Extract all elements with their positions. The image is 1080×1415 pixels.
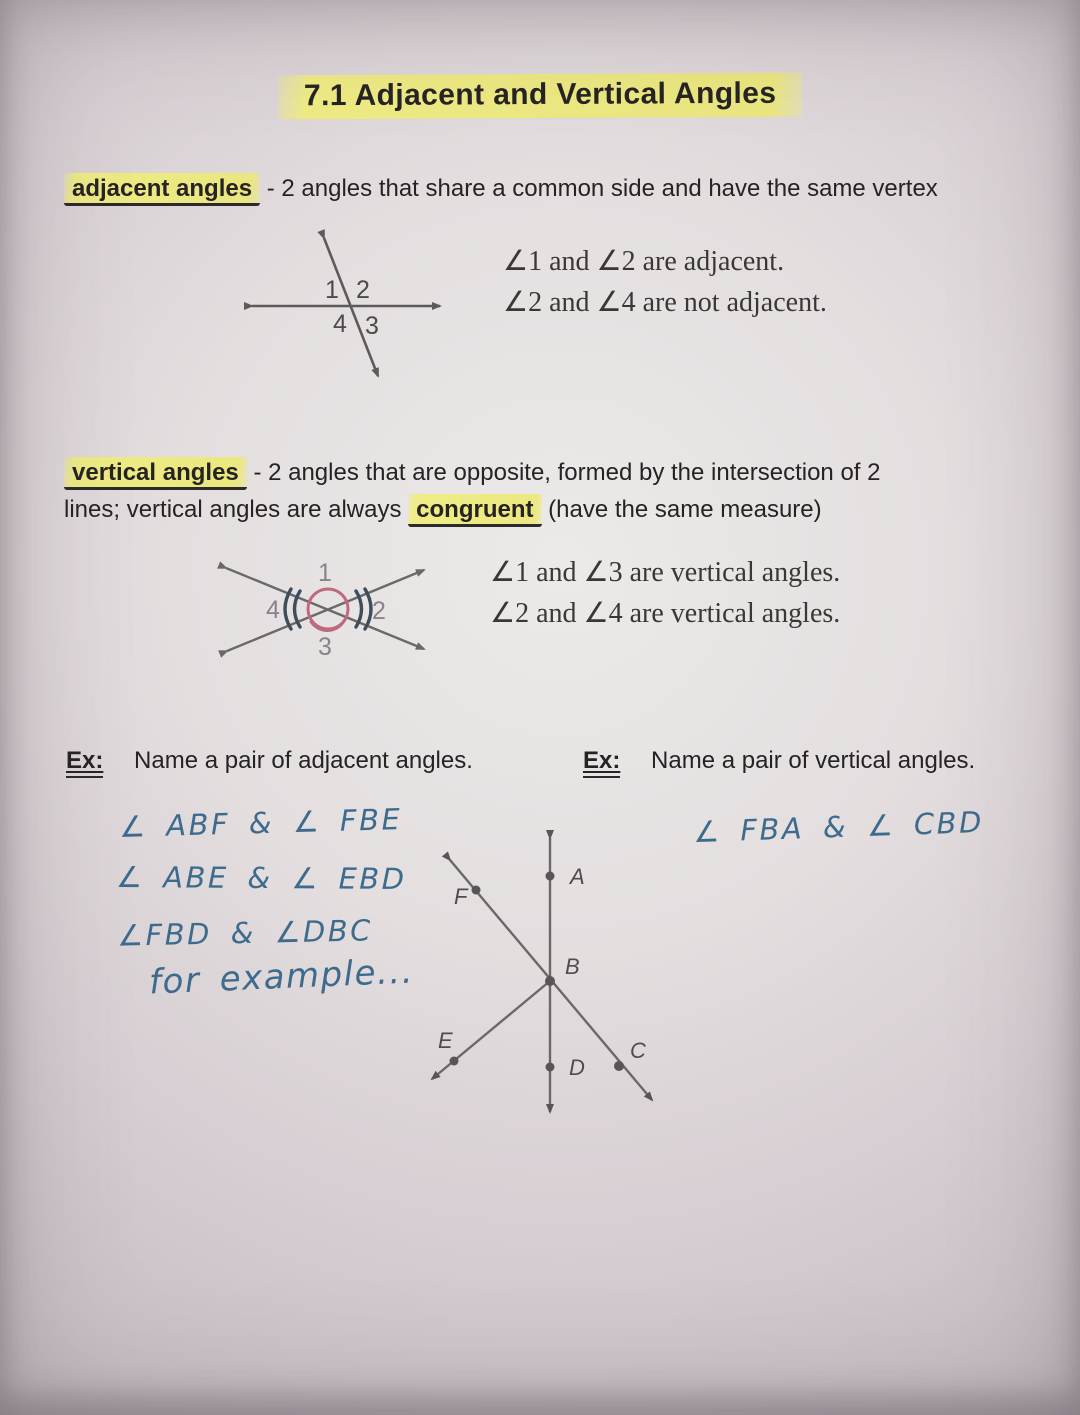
point-E-dot <box>450 1057 459 1066</box>
adjacent-caption-line1: ∠1 and ∠2 are adjacent. <box>503 246 785 277</box>
congruent-term: congruent <box>408 494 541 527</box>
point-D-label: D <box>569 1055 585 1080</box>
handwritten-answer-vertical: ∠ FBA & ∠ CBD <box>692 804 985 850</box>
page-title <box>0 74 1080 118</box>
vertical-definition-line2b: (have the same measure) <box>548 496 822 523</box>
point-B-dot <box>545 976 555 986</box>
example-adjacent <box>66 747 473 775</box>
adjacent-term: adjacent angles <box>64 173 260 206</box>
vertical-caption-line1: ∠1 and ∠3 are vertical angles. <box>490 557 841 588</box>
adjacent-definition-text: - 2 angles that share a common side and have the same vertex <box>266 175 938 202</box>
example-adjacent-label: Ex: <box>66 747 103 778</box>
adjacent-angles-diagram <box>220 216 480 396</box>
point-C-label: C <box>630 1038 646 1063</box>
angle-4-label: 4 <box>333 310 347 338</box>
example-vertical-label: Ex: <box>583 747 620 778</box>
angle-2-label: 2 <box>372 597 386 625</box>
point-B-label: B <box>565 954 580 979</box>
vertical-angles-diagram <box>190 545 460 685</box>
handwritten-answer-3: ∠FBD & ∠DBC <box>116 913 374 953</box>
handwritten-answer-2: ∠ ABE & ∠ EBD <box>115 859 407 897</box>
point-D-dot <box>546 1063 555 1072</box>
angle-1-label: 1 <box>325 276 339 304</box>
vertical-definition-line1: - 2 angles that are opposite, formed by the intersection of 2 <box>253 459 881 486</box>
example-adjacent-prompt: Name a pair of adjacent angles. <box>134 747 473 774</box>
title-highlight: 7.1 Adjacent and Vertical Angles <box>278 73 803 120</box>
angle-2-label: 2 <box>356 276 370 304</box>
angle-3-label: 3 <box>365 312 379 340</box>
vertical-caption-line2: ∠2 and ∠4 are vertical angles. <box>490 598 841 629</box>
adjacent-definition <box>64 170 1020 207</box>
labeled-angles-figure <box>410 820 680 1132</box>
point-C-dot <box>614 1061 624 1071</box>
vertical-term: vertical angles <box>64 457 247 490</box>
vertical-definition-line2a: lines; vertical angles are always <box>64 496 402 523</box>
point-A-dot <box>546 872 555 881</box>
handwritten-note-for-example: for example... <box>148 951 415 1003</box>
point-F-label: F <box>454 884 468 909</box>
vertical-caption <box>490 552 840 634</box>
vertical-definition <box>64 454 1030 528</box>
point-A-label: A <box>570 864 585 889</box>
example-vertical-prompt: Name a pair of vertical angles. <box>651 747 976 774</box>
adjacent-caption <box>503 241 827 323</box>
point-F-dot <box>472 886 481 895</box>
point-E-label: E <box>438 1028 453 1053</box>
angle-4-label: 4 <box>266 596 280 624</box>
angle-3-label: 3 <box>318 633 332 661</box>
example-vertical <box>583 747 975 775</box>
adjacent-caption-line2: ∠2 and ∠4 are not adjacent. <box>503 287 827 318</box>
angle-1-label: 1 <box>318 559 332 587</box>
handwritten-answer-1: ∠ ABF & ∠ FBE <box>118 802 403 844</box>
